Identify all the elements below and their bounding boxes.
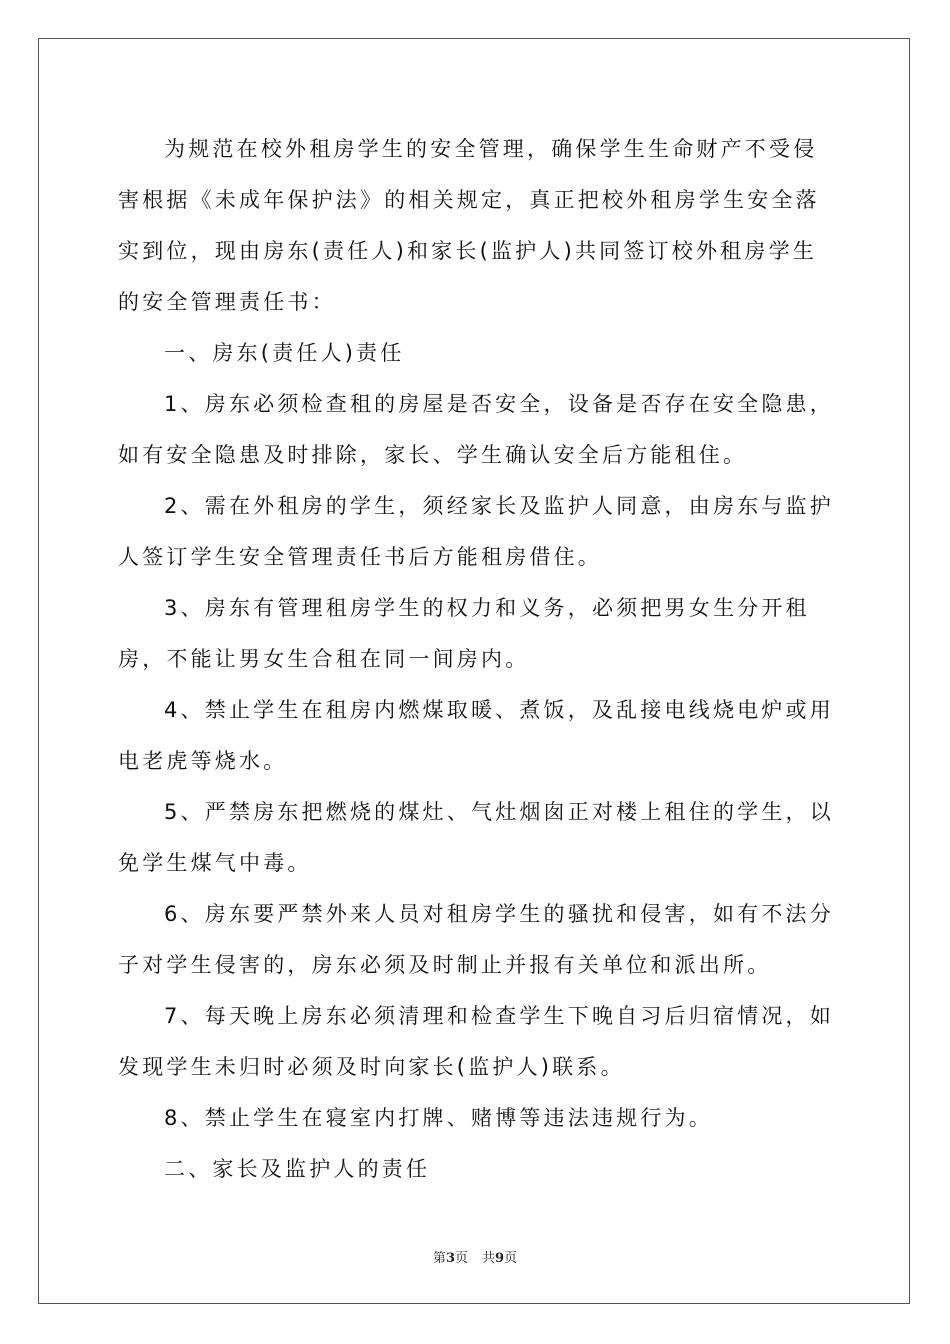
- paragraph-item-2: 2、需在外租房的学生，须经家长及监护人同意，由房东与监护人签订学生安全管理责任书后方能租房借住。: [118, 494, 834, 569]
- paragraph-item-4: 4、禁止学生在租房内燃煤取暖、煮饭，及乱接电线烧电炉或用电老虎等烧水。: [118, 698, 834, 773]
- paragraph-intro: 为规范在校外租房学生的安全管理，确保学生生命财产不受侵害根据《未成年保护法》的相关规定，真正把校外租房学生安全落实到位，现由房东(责任人)和家长(监护人)共同签订校外租房学生的安全管理责任书：: [118, 137, 820, 314]
- footer-total-prefix: 共: [482, 1251, 496, 1266]
- paragraph-item-1: 1、房东必须检查租的房屋是否安全，设备是否存在安全隐患，如有安全隐患及时排除，家长、学生确认安全后方能租住。: [118, 392, 834, 467]
- footer-total-suffix: 页: [504, 1251, 518, 1266]
- paragraph-item-3: 3、房东有管理租房学生的权力和义务，必须把男女生分开租房，不能让男女生合租在同一间房内。: [118, 596, 810, 671]
- paragraph-item-6: 6、房东要严禁外来人员对租房学生的骚扰和侵害，如有不法分子对学生侵害的，房东必须及时制止并报有关单位和派出所。: [118, 902, 834, 977]
- current-page-number: 3: [445, 1251, 455, 1266]
- paragraph-item-8: 8、禁止学生在寝室内打牌、赌博等违法违规行为。: [164, 1106, 713, 1130]
- page-footer: [0, 1247, 950, 1266]
- paragraph-item-5: 5、严禁房东把燃烧的煤灶、气灶烟囱正对楼上租住的学生，以免学生煤气中毒。: [118, 800, 834, 875]
- paragraph-item-7: 7、每天晚上房东必须清理和检查学生下晚自习后归宿情况，如发现学生未归时必须及时向家长(监护人)联系。: [118, 1004, 834, 1079]
- total-pages-number: 9: [495, 1251, 505, 1266]
- document-body: [118, 124, 838, 1195]
- footer-page-suffix: 页: [454, 1251, 468, 1266]
- section-heading-parents: 二、家长及监护人的责任: [164, 1157, 431, 1181]
- section-heading-landlord: 一、房东(责任人)责任: [164, 341, 405, 365]
- footer-prefix: 第: [432, 1251, 446, 1266]
